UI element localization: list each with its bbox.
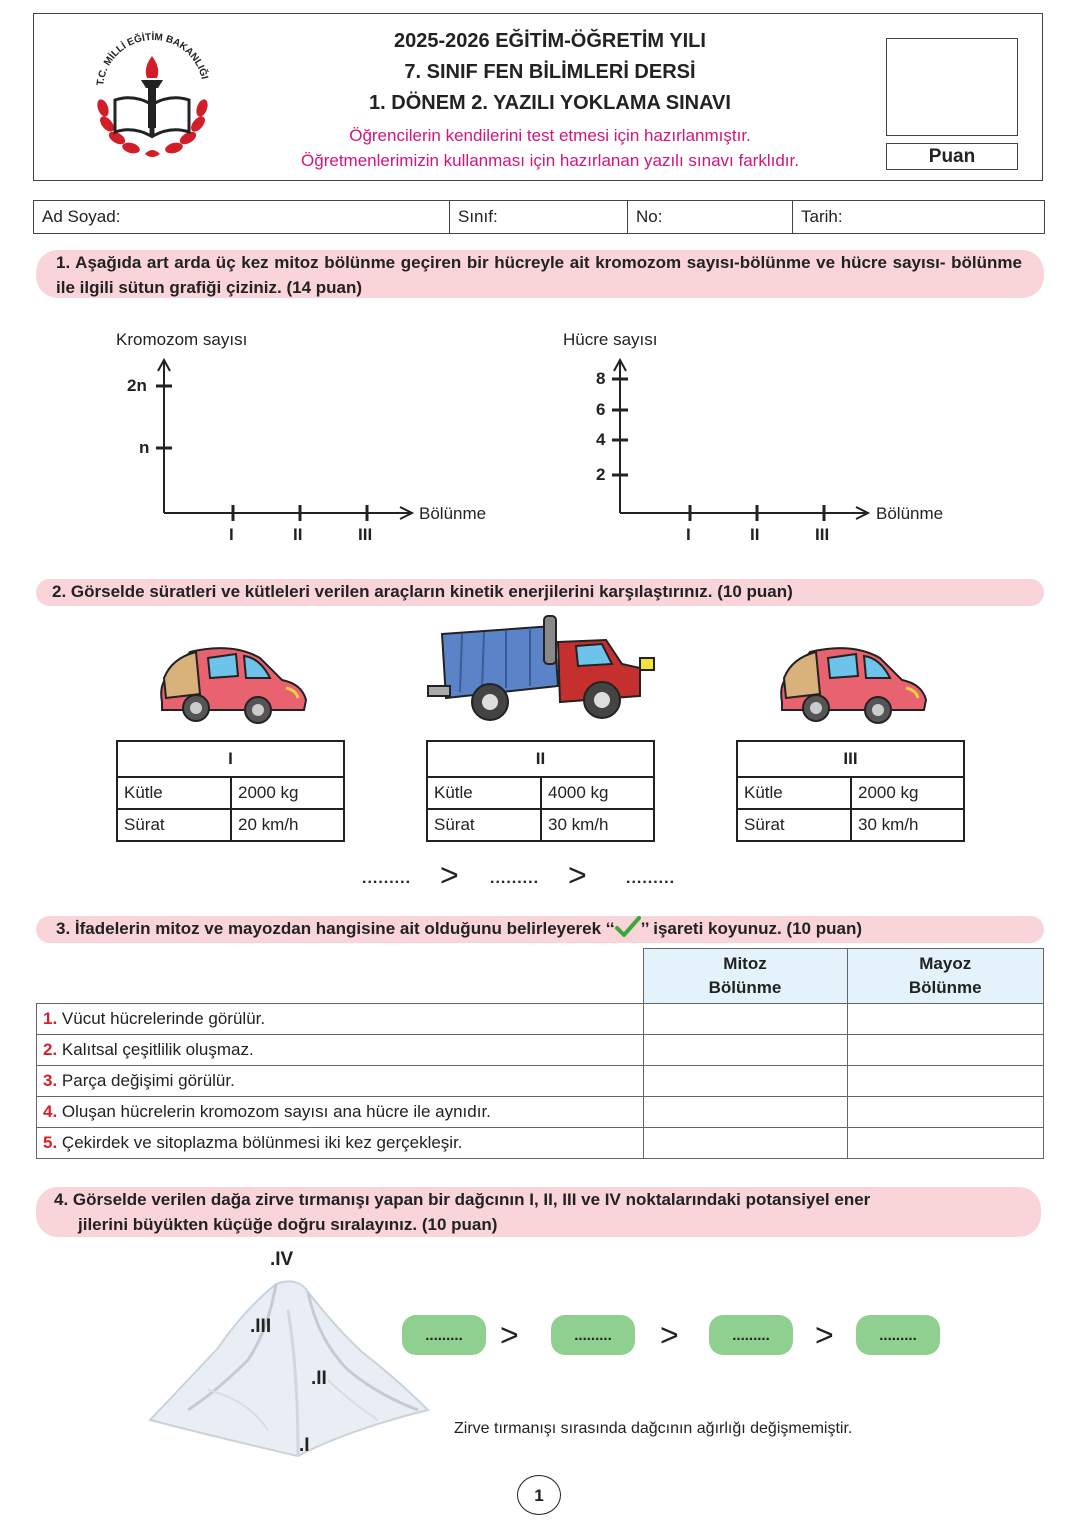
graph1-axes xyxy=(120,355,430,550)
greater-than-q4-3: > xyxy=(815,1317,834,1353)
meiosis-cell[interactable] xyxy=(847,1066,1044,1097)
vehicle-III-speed: 30 km/h xyxy=(851,809,964,841)
meiosis-cell[interactable] xyxy=(847,1128,1044,1159)
checkmark-icon xyxy=(615,916,641,938)
graph1-ytick-n: n xyxy=(139,438,150,457)
meb-logo xyxy=(85,28,220,163)
answer-pill-1[interactable]: ......... xyxy=(402,1315,486,1355)
header-note-2: Öğretmenlerimizin kullanması için hazırlanan yazılı sınavı farklıdır. xyxy=(301,151,799,170)
col-mitosis-line1: Mitoz xyxy=(723,954,767,973)
page-number: 1 xyxy=(517,1475,561,1515)
graph2-ytick-8: 8 xyxy=(596,369,606,388)
vehicle-table-III xyxy=(736,740,965,842)
mitosis-cell[interactable] xyxy=(643,1066,847,1097)
header-title-2: 7. SINIF FEN BİLİMLERİ DERSİ xyxy=(404,61,696,83)
col-meiosis-header xyxy=(847,949,1044,1004)
header-title-3: 1. DÖNEM 2. YAZILI YOKLAMA SINAVI xyxy=(369,92,731,114)
row-statement: Çekirdek ve sitoplazma bölünmesi iki kez gerçekleşir. xyxy=(61,1133,463,1152)
question-2-text: 2. Görselde süratleri ve kütleleri verilen araçların kinetik enerjilerini karşılaştırınız. (10 puan) xyxy=(52,582,793,601)
student-info-row xyxy=(33,200,1045,234)
graph2-axes xyxy=(576,355,886,550)
col-meiosis-line1: Mayoz xyxy=(919,954,972,973)
answer-blank-2[interactable]: ......... xyxy=(490,870,540,887)
name-field[interactable]: Ad Soyad: xyxy=(34,201,450,233)
mountain-illustration xyxy=(148,1270,430,1460)
graph2-ytick-6: 6 xyxy=(596,400,606,419)
question-2-banner xyxy=(36,579,1044,606)
vehicle-table-II xyxy=(426,740,655,842)
vehicle-II-speed-label: Sürat xyxy=(427,809,541,841)
score-label: Puan xyxy=(886,143,1018,170)
graph2-ytick-2: 2 xyxy=(596,465,606,484)
row-number: 1. xyxy=(43,1009,58,1028)
vehicle-I-speed-label: Sürat xyxy=(117,809,231,841)
table-row xyxy=(37,1004,1044,1035)
row-number: 4. xyxy=(43,1102,58,1121)
header-note-1: Öğrencilerin kendilerini test etmesi için hazırlanmıştır. xyxy=(349,126,751,145)
graph2-ylabel: Hücre sayısı xyxy=(563,330,658,349)
class-field[interactable]: Sınıf: xyxy=(450,201,628,233)
col-mitosis-header xyxy=(643,949,847,1004)
question-4-line1: 4. Görselde verilen dağa zirve tırmanışı yapan bir dağcının I, II, III ve IV noktalarındaki potansiyel ener xyxy=(54,1190,871,1209)
col-mitosis-line2: Bölünme xyxy=(708,978,782,997)
graph1-xtick-I: I xyxy=(229,525,234,544)
vehicle-II-mass-label: Kütle xyxy=(427,777,541,809)
meiosis-cell[interactable] xyxy=(847,1004,1044,1035)
graph1-ytick-2n: 2n xyxy=(127,376,147,395)
graph2-xtick-I: I xyxy=(686,525,691,544)
graph1-xtick-II: II xyxy=(293,525,303,544)
point-IV: .IV xyxy=(270,1249,294,1270)
graph1-xtick-III: III xyxy=(358,525,373,544)
question-3-banner xyxy=(36,916,1044,943)
graph2-xlabel: Bölünme xyxy=(876,504,944,523)
number-field[interactable]: No: xyxy=(628,201,793,233)
row-statement: Kalıtsal çeşitlilik oluşmaz. xyxy=(61,1040,254,1059)
point-III: .III xyxy=(250,1316,272,1337)
greater-than-q4-2: > xyxy=(660,1317,679,1353)
vehicle-I-id: I xyxy=(117,741,344,777)
row-number: 2. xyxy=(43,1040,58,1059)
table-row xyxy=(37,1097,1044,1128)
row-number: 5. xyxy=(43,1133,58,1152)
question-3-text-b: ’’ işareti koyunuz. (10 puan) xyxy=(640,919,862,938)
vehicle-III-speed-label: Sürat xyxy=(737,809,851,841)
graph1-ylabel: Kromozom sayısı xyxy=(116,330,248,349)
truck-II-illustration xyxy=(426,612,658,726)
graph2-ytick-4: 4 xyxy=(596,430,606,449)
meiosis-cell[interactable] xyxy=(847,1035,1044,1066)
header-title-1: 2025-2026 EĞİTİM-ÖĞRETİM YILI xyxy=(394,30,706,52)
question-3-text-a: 3. İfadelerin mitoz ve mayozdan hangisine ait olduğunu belirleyerek ‘‘ xyxy=(56,919,615,938)
score-box[interactable] xyxy=(886,38,1018,136)
answer-blank-1[interactable]: ......... xyxy=(362,870,412,887)
graph2-xtick-III: III xyxy=(815,525,830,544)
vehicle-table-I xyxy=(116,740,345,842)
date-field[interactable]: Tarih: xyxy=(801,207,843,226)
vehicle-III-id: III xyxy=(737,741,964,777)
mitosis-cell[interactable] xyxy=(643,1128,847,1159)
table-row xyxy=(37,1128,1044,1159)
greater-than-q4-1: > xyxy=(500,1317,519,1353)
vehicle-III-mass-label: Kütle xyxy=(737,777,851,809)
table-row xyxy=(37,1035,1044,1066)
vehicle-I-speed: 20 km/h xyxy=(231,809,344,841)
row-statement: Vücut hücrelerinde görülür. xyxy=(61,1009,266,1028)
question-4-banner xyxy=(36,1187,1041,1237)
answer-blank-3[interactable]: ......... xyxy=(626,870,676,887)
answer-pill-3[interactable]: ......... xyxy=(709,1315,793,1355)
mitosis-meiosis-table xyxy=(36,948,1044,1159)
point-II: .II xyxy=(311,1368,327,1389)
vehicle-II-id: II xyxy=(427,741,654,777)
mitosis-cell[interactable] xyxy=(643,1035,847,1066)
logo-text: T.C. MİLLİ EĞİTİM BAKANLIĞI xyxy=(95,31,210,87)
question-1-text: 1. Aşağıda art arda üç kez mitoz bölünme geçiren bir hücreyle ait kromozom sayısı-bölünme ve hücre sayısı- bölünme ile ilgili sütun grafiği çiziniz. (14 puan) xyxy=(56,253,1022,297)
greater-than-1: > xyxy=(440,857,459,893)
row-statement: Oluşan hücrelerin kromozom sayısı ana hücre ile aynıdır. xyxy=(61,1102,491,1121)
col-meiosis-line2: Bölünme xyxy=(908,978,982,997)
car-III-illustration xyxy=(772,640,930,726)
vehicle-I-mass-label: Kütle xyxy=(117,777,231,809)
answer-pill-2[interactable]: ......... xyxy=(551,1315,635,1355)
table-row xyxy=(37,1066,1044,1097)
question-1-banner xyxy=(36,250,1044,298)
graph1-xlabel: Bölünme xyxy=(419,504,487,523)
vehicle-I-mass: 2000 kg xyxy=(231,777,344,809)
greater-than-2: > xyxy=(568,857,587,893)
row-number: 3. xyxy=(43,1071,58,1090)
point-I: .I xyxy=(299,1435,310,1456)
graph2-xtick-II: II xyxy=(750,525,760,544)
car-I-illustration xyxy=(152,640,310,726)
row-statement: Parça değişimi görülür. xyxy=(61,1071,235,1090)
vehicle-III-mass: 2000 kg xyxy=(851,777,964,809)
mitosis-cell[interactable] xyxy=(643,1097,847,1128)
mitosis-cell[interactable] xyxy=(643,1004,847,1035)
vehicle-II-mass: 4000 kg xyxy=(541,777,654,809)
answer-pill-4[interactable]: ......... xyxy=(856,1315,940,1355)
meiosis-cell[interactable] xyxy=(847,1097,1044,1128)
q4-note: Zirve tırmanışı sırasında dağcının ağırlığı değişmemiştir. xyxy=(454,1420,853,1437)
question-4-line2: jilerini büyükten küçüğe doğru sıralayınız. (10 puan) xyxy=(78,1215,498,1234)
vehicle-II-speed: 30 km/h xyxy=(541,809,654,841)
